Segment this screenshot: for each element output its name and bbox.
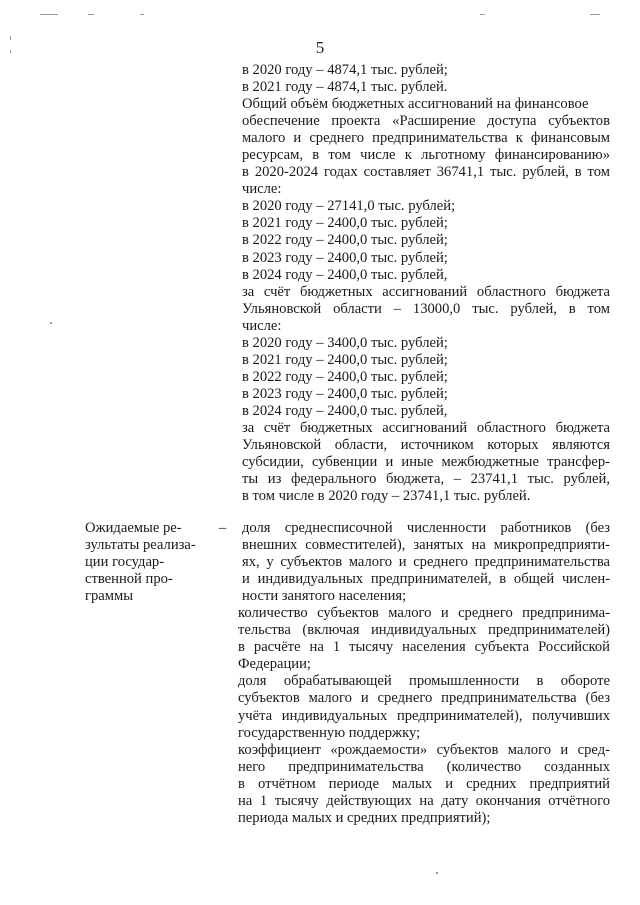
label-line: Ожидаемые ре- — [85, 520, 182, 536]
result-line: ности занятого населения; — [242, 588, 407, 605]
funding-text-block — [242, 62, 610, 505]
funding-line: в 2020 году – 4874,1 тыс. рублей; — [242, 62, 448, 78]
funding-line: в 2020-2024 годах составляет 36741,1 тыс. рублей, в том — [242, 164, 610, 181]
funding-line: малого и среднего предпринимательства к финансовым — [242, 130, 610, 147]
label-line: ственной про- — [85, 571, 173, 588]
funding-line: в 2023 году – 2400,0 тыс. рублей; — [242, 385, 448, 402]
scan-speck — [88, 14, 94, 15]
funding-line: в 2022 году – 2400,0 тыс. рублей; — [242, 368, 448, 385]
funding-line: в 2023 году – 2400,0 тыс. рублей; — [242, 249, 448, 266]
result-line: внешних совместителей), занятых на микропредприяти- — [242, 537, 610, 554]
funding-line: Ульяновской области, источником которых являются — [242, 437, 610, 454]
funding-line: в том числе в 2020 году – 23741,1 тыс. рублей. — [242, 488, 531, 505]
funding-line: Общий объём бюджетных ассигнований на финансовое — [242, 96, 589, 113]
funding-line: в 2024 году – 2400,0 тыс. рублей, — [242, 402, 448, 419]
funding-line: субсидии, субвенции и иные межбюджетные трансфер- — [242, 454, 610, 471]
scan-speck — [480, 14, 485, 15]
result-line: на 1 тысячу действующих на дату окончания отчётного — [238, 792, 610, 809]
row-dash: – — [219, 520, 227, 536]
result-line: субъектов малого и среднего предпринимательства (без — [238, 690, 610, 707]
funding-line: ресурсам, в том числе к льготному финансированию» — [242, 147, 610, 164]
result-line: и индивидуальных предпринимателей, в общей числен- — [242, 571, 610, 588]
scan-speck — [10, 36, 11, 40]
funding-line: числе: — [242, 181, 282, 198]
scan-speck — [590, 14, 600, 15]
label-line: граммы — [85, 588, 134, 605]
scan-speck — [436, 872, 438, 874]
funding-line: в 2024 году – 2400,0 тыс. рублей, — [242, 266, 448, 283]
funding-line: за счёт бюджетных ассигнований областного бюджета — [242, 419, 610, 436]
label-line: зультаты реализа- — [85, 537, 196, 554]
funding-line: ты из федерального бюджета, – 23741,1 тыс. рублей, — [242, 471, 610, 488]
result-line: в расчёте на 1 тысячу населения субъекта Российской — [238, 639, 610, 656]
funding-line: в 2021 году – 4874,1 тыс. рублей. — [242, 79, 448, 96]
scan-speck — [40, 14, 58, 15]
funding-line: в 2021 году – 2400,0 тыс. рублей; — [242, 351, 448, 368]
scan-speck — [10, 50, 11, 53]
label-line: ции государ- — [85, 554, 165, 571]
result-line: тельства (включая индивидуальных предпринимателей) — [238, 622, 610, 639]
page-number: 5 — [315, 38, 325, 57]
funding-line: числе: — [242, 317, 282, 334]
funding-line: Ульяновской области – 13000,0 тыс. рублей, в том — [242, 300, 610, 317]
expected-results-text — [238, 520, 610, 827]
expected-results-label — [85, 520, 215, 605]
scan-speck — [50, 322, 52, 324]
funding-line: в 2020 году – 3400,0 тыс. рублей; — [242, 334, 448, 351]
result-line: ях, у субъектов малого и среднего предпринимательства — [242, 554, 610, 571]
result-line: доля обрабатывающей промышленности в обороте — [238, 673, 610, 690]
result-line: в отчётном периоде малых и средних предприятий — [238, 775, 610, 792]
result-line: коэффициент «рождаемости» субъектов малого и сред- — [238, 741, 610, 758]
funding-line: в 2020 году – 27141,0 тыс. рублей; — [242, 198, 456, 215]
funding-line: за счёт бюджетных ассигнований областного бюджета — [242, 283, 610, 300]
result-line: государственную поддержку; — [238, 724, 421, 741]
funding-line: обеспечение проекта «Расширение доступа субъектов — [242, 113, 610, 130]
funding-line: в 2021 году – 2400,0 тыс. рублей; — [242, 215, 448, 232]
result-line: количество субъектов малого и среднего предпринима- — [238, 605, 610, 622]
result-line: Федерации; — [238, 656, 311, 673]
result-line: доля среднесписочной численности работников (без — [242, 520, 610, 536]
result-line: него предпринимательства (количество созданных — [238, 758, 610, 775]
result-line: учёта индивидуальных предпринимателей), получивших — [238, 707, 610, 724]
result-line: периода малых и средних предприятий); — [238, 809, 491, 826]
scan-speck — [140, 14, 144, 15]
funding-line: в 2022 году – 2400,0 тыс. рублей; — [242, 232, 448, 249]
